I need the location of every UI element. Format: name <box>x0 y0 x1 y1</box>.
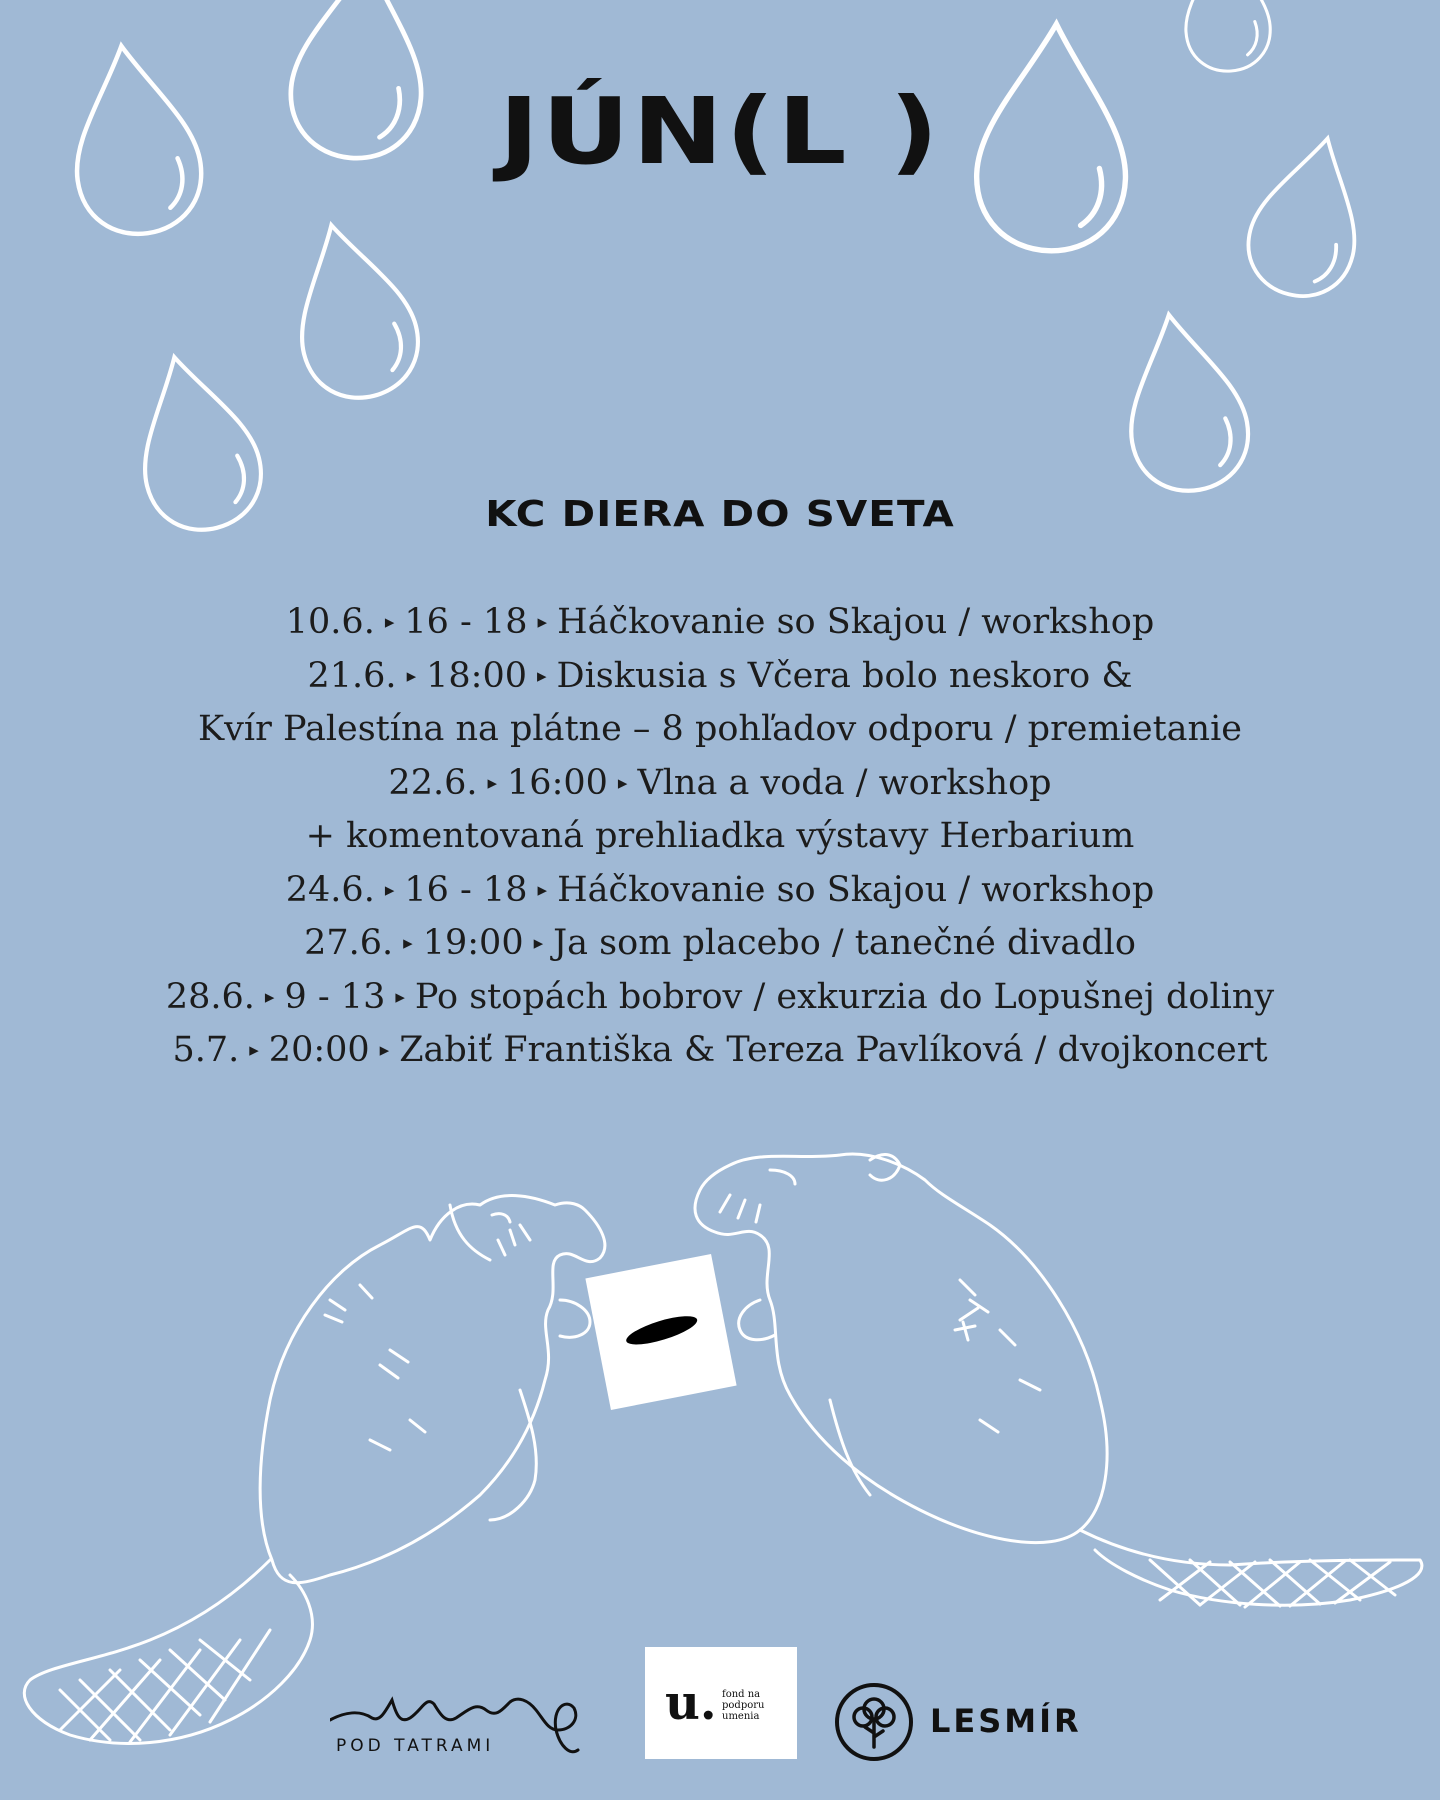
arrow-icon: ▸ <box>537 611 548 633</box>
event-date: 10.6. <box>285 602 375 642</box>
hole-card <box>585 1254 736 1410</box>
event-title: Zabiť Františka & Tereza Pavlíková / dvojkoncert <box>399 1030 1268 1070</box>
arrow-icon: ▸ <box>617 771 628 794</box>
event-title: Po stopách bobrov / exkurzia do Lopušnej doliny <box>414 976 1275 1017</box>
event-date: 27.6. <box>304 923 394 963</box>
page-title: JÚN(L ) <box>498 78 942 185</box>
event-time: 19:00 <box>422 923 524 963</box>
event-title: Vlna a voda / workshop <box>637 762 1052 803</box>
event-title: Diskusia s Včera bolo neskoro & <box>556 655 1133 696</box>
event-title: Háčkovanie so Skajou / workshop <box>557 602 1155 642</box>
arrow-icon: ▸ <box>384 878 395 901</box>
fond-logo <box>645 1647 797 1759</box>
event-date: 28.6. <box>165 976 255 1017</box>
beaver-left-icon <box>24 1196 605 1744</box>
arrow-icon: ▸ <box>487 771 498 794</box>
fond-logo-text: fond na podporu umenia <box>722 1689 765 1722</box>
arrow-icon: ▸ <box>403 932 413 954</box>
arrow-icon: ▸ <box>264 985 275 1008</box>
event-time: 16 - 18 <box>404 602 528 642</box>
venue-heading: KC DIERA DO SVETA <box>485 494 955 535</box>
lesmir-logo-text: LESMÍR <box>930 1702 1082 1740</box>
program-item-continuation: Kvír Palestína na plátne – 8 pohľadov odporu / premietanie <box>198 709 1242 749</box>
tree-icon <box>833 1681 915 1763</box>
program-item-continuation: + komentovaná prehliadka výstavy Herbarium <box>305 816 1135 856</box>
hole-icon <box>624 1310 700 1350</box>
arrow-icon: ▸ <box>249 1039 259 1061</box>
event-time: 16:00 <box>507 762 608 803</box>
arrow-icon: ▸ <box>533 932 544 954</box>
event-date: 21.6. <box>307 655 397 696</box>
event-date: 24.6. <box>285 869 375 910</box>
arrow-icon: ▸ <box>537 878 548 901</box>
event-time: 20:00 <box>268 1030 370 1070</box>
event-date: 22.6. <box>388 762 478 803</box>
arrow-icon: ▸ <box>406 664 417 687</box>
beaver-right-icon <box>695 1154 1422 1607</box>
event-title: Háčkovanie so Skajou / workshop <box>557 869 1155 910</box>
event-time: 18:00 <box>426 655 527 696</box>
arrow-icon: ▸ <box>536 664 547 687</box>
event-date: 5.7. <box>172 1030 240 1070</box>
fond-logo-letter: u. <box>665 1675 717 1731</box>
event-time: 9 - 13 <box>284 976 386 1017</box>
arrow-icon: ▸ <box>395 985 405 1008</box>
event-time: 16 - 18 <box>404 869 528 910</box>
vlna-logo-text: POD TATRAMI <box>336 1736 495 1756</box>
arrow-icon: ▸ <box>379 1039 390 1061</box>
event-title: Ja som placebo / tanečné divadlo <box>553 923 1136 963</box>
arrow-icon: ▸ <box>384 611 395 633</box>
